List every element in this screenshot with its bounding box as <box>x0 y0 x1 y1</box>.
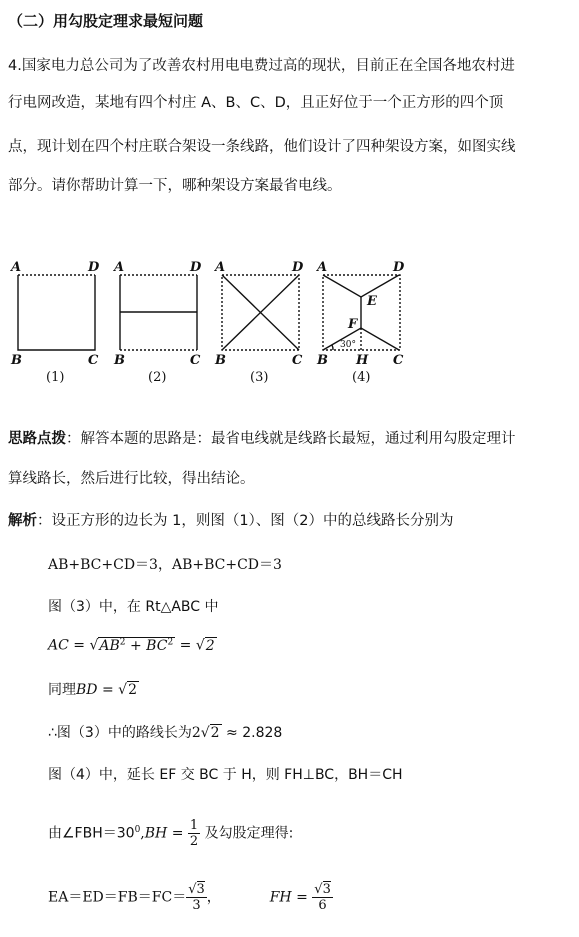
fig2-label-b: B <box>114 353 125 368</box>
ac-lhs: AC <box>48 637 69 654</box>
hint-label: 思路点拨 <box>8 431 66 447</box>
fig1-label-c: C <box>88 353 99 368</box>
ea-fraction <box>186 882 207 913</box>
solution-text-1: ：设正方形的边长为 1，则图（1）、图（2）中的总线路长分别为 <box>37 513 454 529</box>
sqrt-sign-4: √ <box>200 725 210 741</box>
fig1-caption: (1) <box>46 370 65 385</box>
fig2-label-a: A <box>114 260 125 275</box>
section-title: （二）用勾股定理求最短问题 <box>8 12 204 30</box>
fig1-label-b: B <box>11 353 22 368</box>
fh-num-radicand: 3 <box>322 882 331 897</box>
bh-num: 1 <box>189 818 199 833</box>
fig4-label-a: A <box>317 260 328 275</box>
ac-term-ab: AB <box>99 637 120 654</box>
fig3-total-prefix: ∴图（3）中的路线长为 <box>48 725 192 741</box>
bd-lhs: BD <box>76 682 98 698</box>
ac-eq-sign-2: = <box>175 637 196 654</box>
ea-comma: ， <box>206 889 221 906</box>
fig3-label-c: C <box>292 353 303 368</box>
ac-eq-sign: = <box>68 637 90 654</box>
solution-angle-line <box>48 818 293 849</box>
fh-fraction <box>312 882 333 913</box>
problem-line-2: 行电网改造，某地有四个村庄 A、B、C、D，且正好位于一个正方形的四个顶 <box>8 95 504 111</box>
fig4-label-h: H <box>356 353 369 368</box>
fh-lhs: FH <box>269 889 292 906</box>
fig1-solid-lines <box>18 275 95 350</box>
bh-den: 2 <box>189 834 199 849</box>
fh-num: √3 <box>314 882 331 897</box>
bh-lhs: BH <box>144 825 168 842</box>
sqrt-sign-3: √ <box>118 682 128 698</box>
bh-fraction <box>188 818 200 849</box>
ea-num-radicand: 3 <box>196 882 205 897</box>
fh-eq-sign: = <box>291 889 313 906</box>
fig4-angle-label: 30° <box>340 340 356 350</box>
solution-label: 解析 <box>8 513 37 529</box>
fig1-label-a: A <box>11 260 22 275</box>
fig3-label-d: D <box>292 260 304 275</box>
solution-eq1: AB+BC+CD＝3，AB+BC+CD＝3 <box>48 557 282 573</box>
fig4-label-f: F <box>348 317 358 332</box>
bd-eq-sign: = <box>97 682 119 698</box>
fig3-label-a: A <box>215 260 226 275</box>
fig3-total-approx: ≈ 2.828 <box>221 725 283 741</box>
fig3-total-coef: 2 <box>191 725 201 741</box>
fig2-label-d: D <box>190 260 202 275</box>
fh-den: 6 <box>318 898 327 913</box>
fig4-upper-branch <box>323 275 399 297</box>
fig4-label-b: B <box>317 353 328 368</box>
ac-exp-1: 2 <box>119 637 126 647</box>
fig4-label-c: C <box>393 353 404 368</box>
angle-sep: , <box>140 825 145 842</box>
angle-prefix: 由∠FBH＝30 <box>48 825 135 842</box>
solution-line-1 <box>8 510 454 532</box>
fig4-label-d: D <box>393 260 405 275</box>
fig2-caption: (2) <box>148 370 167 385</box>
fig4-angle-arc <box>332 345 333 350</box>
ac-result-radicand: 2 <box>205 637 215 654</box>
problem-line-3: 点，现计划在四个村庄联合架设一条线路，他们设计了四种架设方案，如图实线 <box>8 139 516 155</box>
bh-eq-sign: = <box>167 825 188 842</box>
hint-line-2: 算线路长，然后进行比较，得出结论。 <box>8 471 255 487</box>
fig1-label-d: D <box>88 260 100 275</box>
solution-fig3-total <box>48 722 282 742</box>
figures-diagram <box>0 255 579 390</box>
problem-line-4: 部分。请你帮助计算一下，哪种架设方案最省电线。 <box>8 178 342 194</box>
solution-ac-equation <box>48 637 217 654</box>
ea-den: 3 <box>192 898 201 913</box>
hint-text-1: ：解答本题的思路是：最省电线就是线路长最短，通过利用勾股定理计 <box>66 431 516 447</box>
ea-prefix: EA＝ED＝FB＝FC＝ <box>48 889 187 906</box>
fig2-label-c: C <box>190 353 201 368</box>
hint-line-1 <box>8 428 516 450</box>
ac-exp-2: 2 <box>167 637 174 647</box>
fig3-label-b: B <box>215 353 226 368</box>
fig4-lower-branch <box>323 328 399 350</box>
solution-bd-equation <box>48 679 139 699</box>
ac-term-bc: BC <box>146 637 168 654</box>
fig3-total-radicand: 2 <box>210 725 220 741</box>
ac-radicand <box>98 637 175 654</box>
bd-prefix: 同理 <box>48 682 76 698</box>
fig3-caption: (3) <box>250 370 269 385</box>
angle-suffix: 及勾股定理得: <box>200 825 294 842</box>
ac-plus: + <box>125 637 147 654</box>
solution-fig3-intro: 图（3）中，在 Rt△ABC 中 <box>48 599 219 615</box>
fig4-label-e: E <box>367 294 377 309</box>
solution-ea-line <box>48 882 333 913</box>
fig4-caption: (4) <box>352 370 371 385</box>
ea-num: √3 <box>188 882 205 897</box>
bd-radicand: 2 <box>128 682 137 698</box>
problem-line-1: 4.国家电力总公司为了改善农村用电电费过高的现状，目前正在全国各地农村进 <box>8 58 515 74</box>
sqrt-sign: √ <box>89 637 99 654</box>
angle-exp: 0 <box>134 824 141 835</box>
sqrt-sign-2: √ <box>195 637 205 654</box>
solution-fig4-intro: 图（4）中，延长 EF 交 BC 于 H，则 FH⊥BC，BH＝CH <box>48 767 403 783</box>
